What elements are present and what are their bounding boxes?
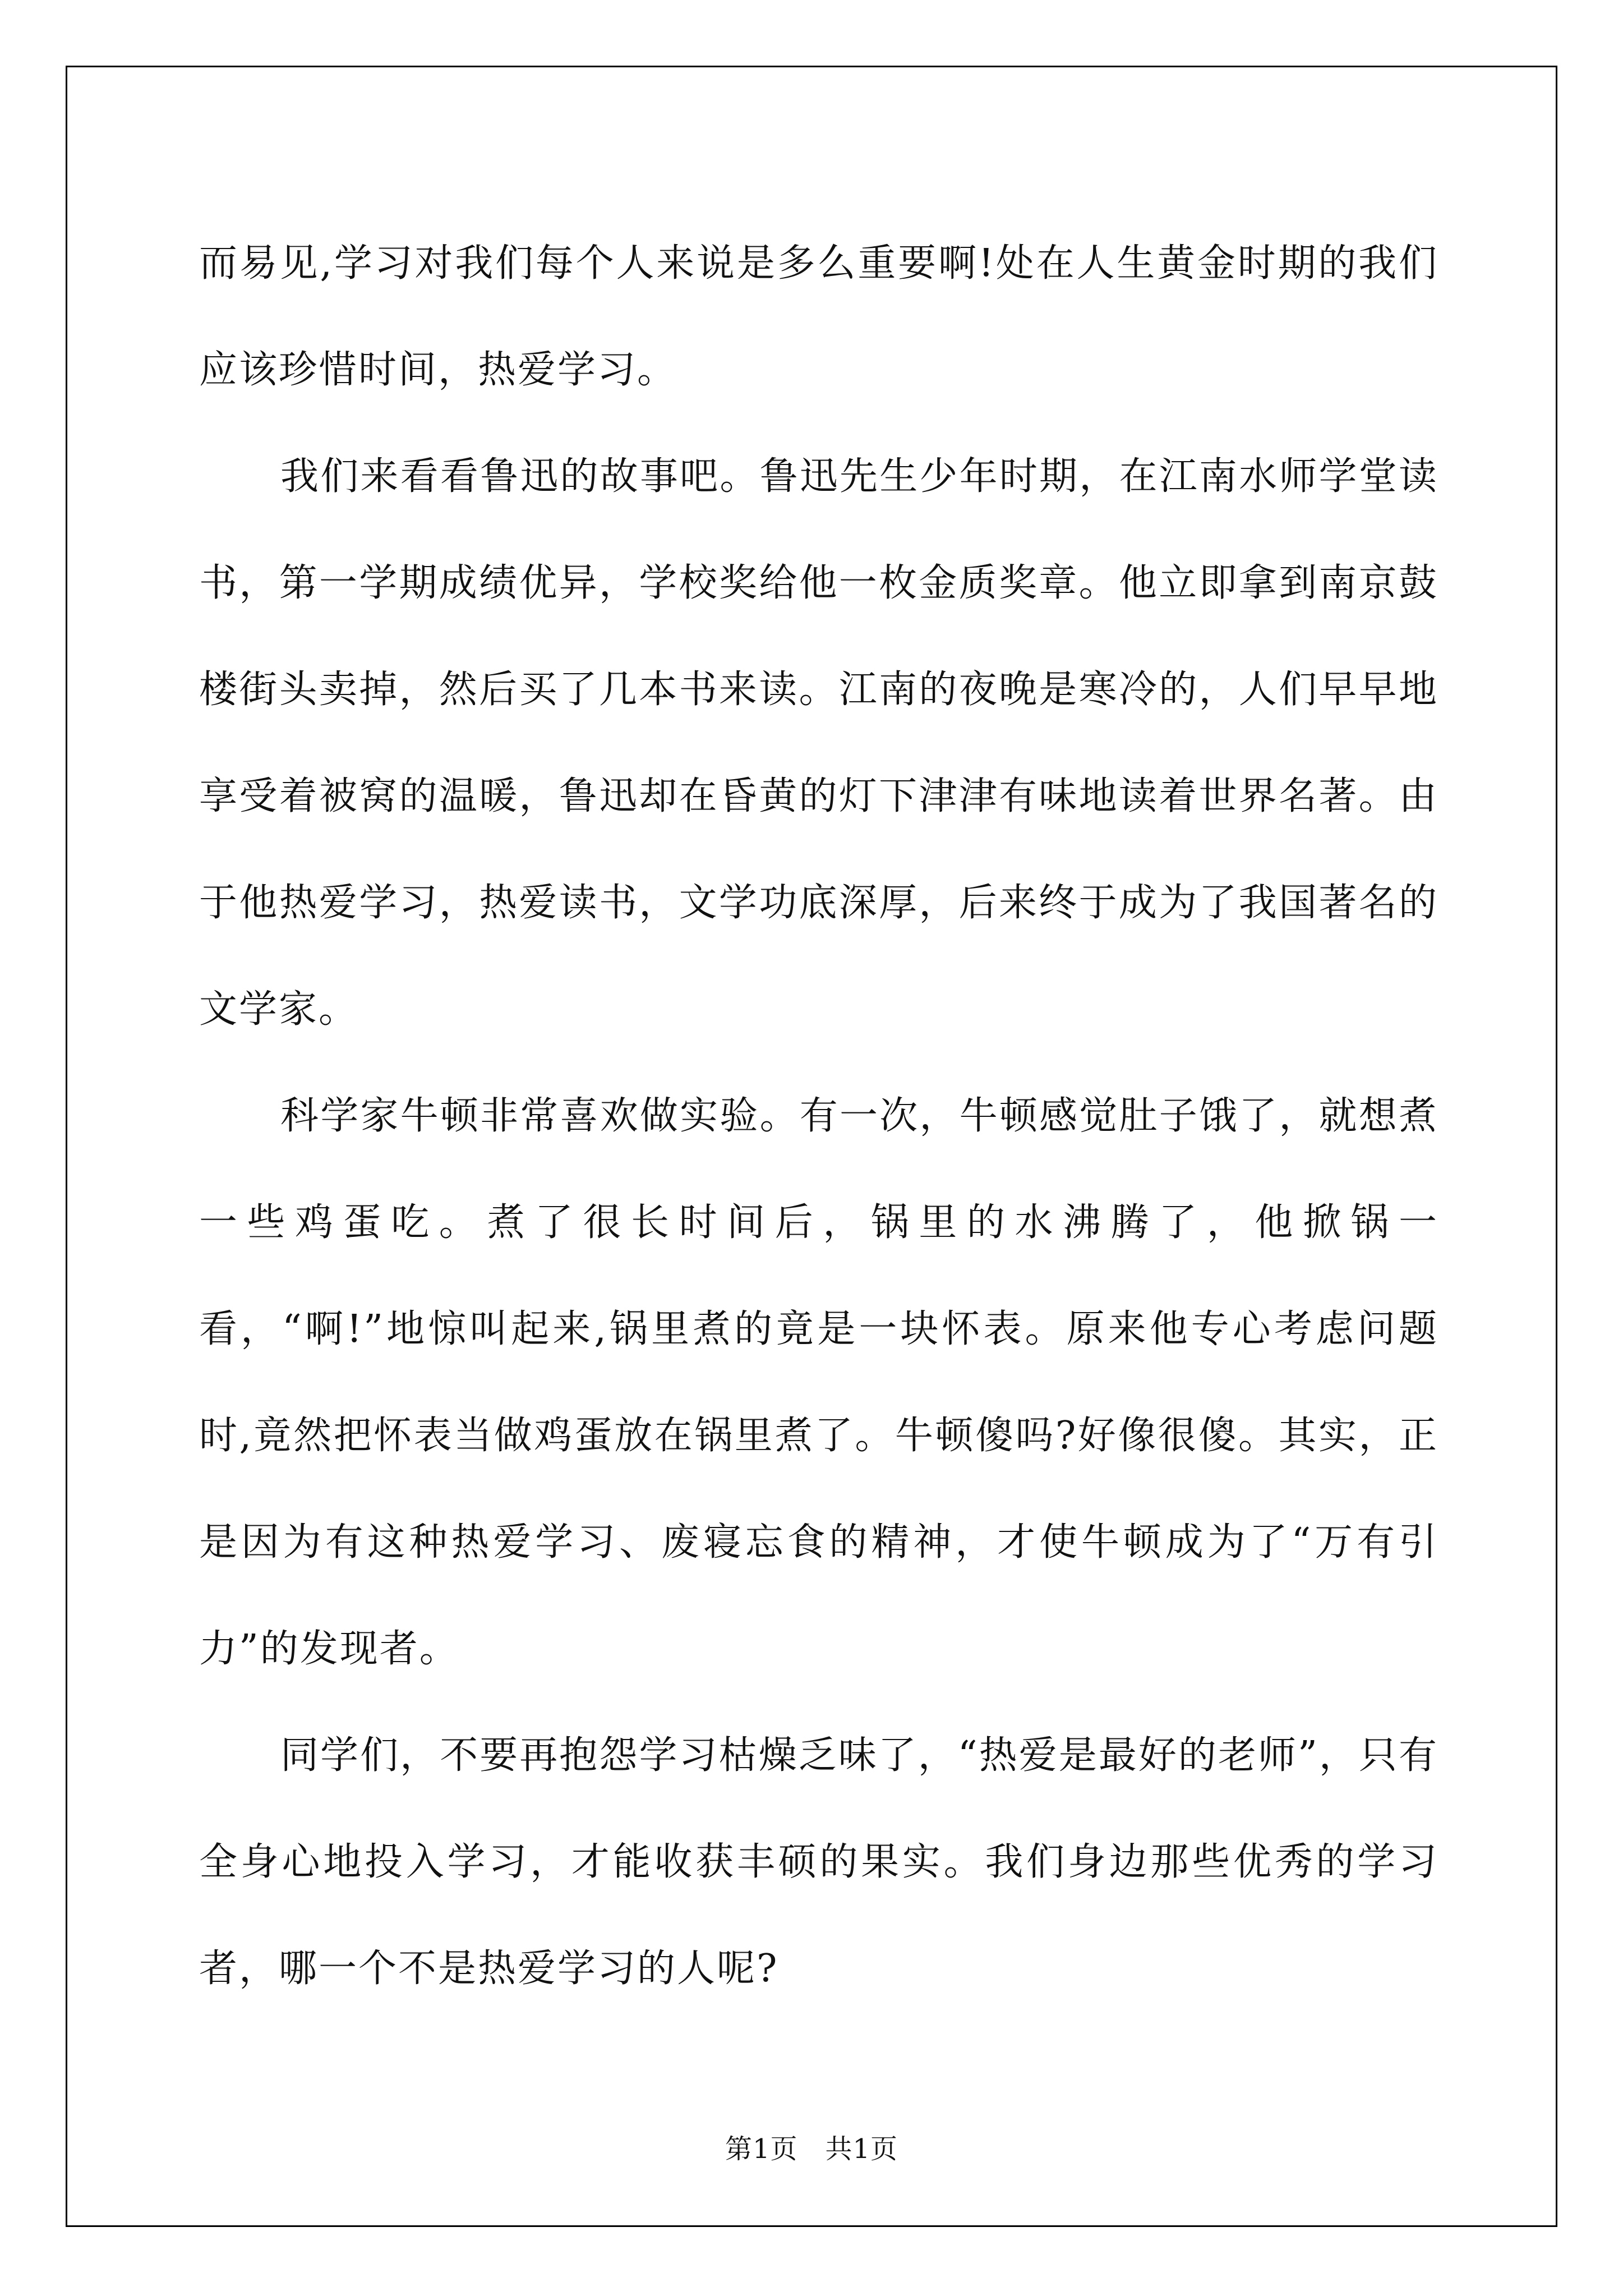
paragraph-4: 同学们，不要再抱怨学习枯燥乏味了，“热爱是最好的老师”，只有全身心地投入学习，才能收获丰硕的果实。我们身边那些优秀的学习者，哪一个不是热爱学习的人呢? (199, 1733, 1438, 1991)
page-number-footer (0, 2127, 1623, 2166)
paragraph-1: 而易见,学习对我们每个人来说是多么重要啊!处在人生黄金时期的我们应该珍惜时间，热爱学习。 (199, 241, 1438, 392)
page-number-label: 第1页 共1页 (725, 2133, 898, 2165)
document-body (199, 210, 1438, 2022)
paragraph-2: 我们来看看鲁迅的故事吧。鲁迅先生少年时期，在江南水师学堂读书，第一学期成绩优异，学校奖给他一枚金质奖章。他立即拿到南京鼓楼街头卖掉，然后买了几本书来读。江南的夜晚是寒冷的，人们早早地享受着被窝的温暖，鲁迅却在昏黄的灯下津津有味地读着世界名著。由于他热爱学习，热爱读书，文学功底深厚，后来终于成为了我国著名的文学家。 (199, 454, 1438, 1032)
paragraph-3: 科学家牛顿非常喜欢做实验。有一次，牛顿感觉肚子饿了，就想煮一些鸡蛋吃。煮了很长时间后，锅里的水沸腾了，他掀锅一看，“啊!”地惊叫起来,锅里煮的竟是一块怀表。原来他专心考虑问题时,竟然把怀表当做鸡蛋放在锅里煮了。牛顿傻吗?好像很傻。其实，正是因为有这种热爱学习、废寝忘食的精神，才使牛顿成为了“万有引力”的发现者。 (199, 1094, 1438, 1671)
